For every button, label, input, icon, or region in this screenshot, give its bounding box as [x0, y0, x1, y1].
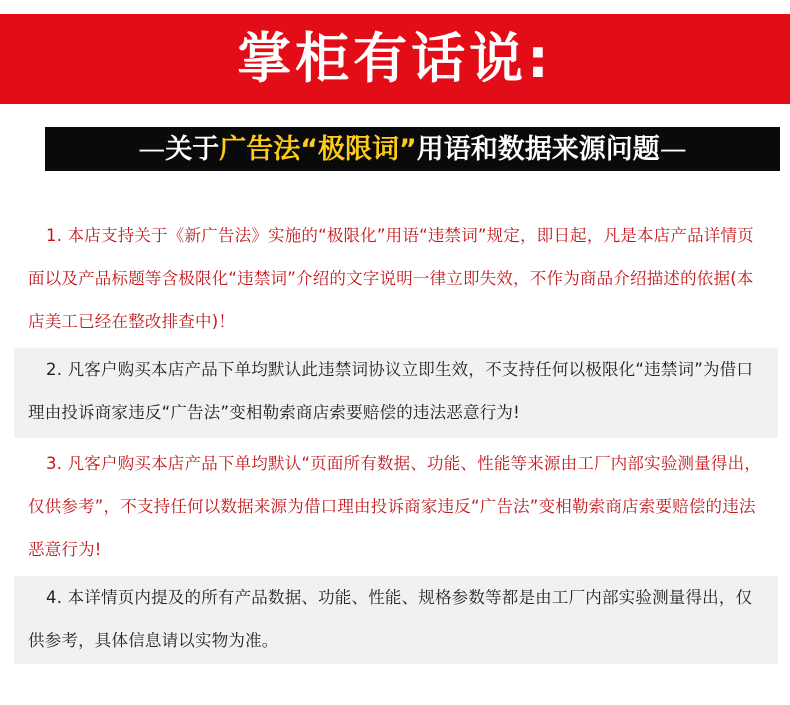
subtitle-part-topic: 用语和数据来源问题 [416, 133, 660, 165]
subtitle-dash-right: — [659, 133, 687, 165]
notice-text-4: 4. 本详情页内提及的所有产品数据、功能、性能、规格参数等都是由工厂内部实验测量得出，仅供参考，具体信息请以实物为准。 [28, 588, 753, 650]
subtitle-part-about: 关于 [165, 133, 220, 165]
subtitle-dash-left: — [138, 133, 166, 165]
notice-item-2 [14, 348, 778, 438]
notice-item-3 [14, 440, 778, 572]
notice-text-3: 3. 凡客户购买本店产品下单均默认“页面所有数据、功能、性能等来源由工厂内部实验测量得出，仅供参考”，不支持任何以数据来源为借口理由投诉商家违反“广告法”变相勒索商店索要赔偿的违法恶意行为! [28, 454, 762, 559]
notice-text-1: 1. 本店支持关于《新广告法》实施的“极限化”用语“违禁词”规定，即日起，凡是本店产品详情页面以及产品标题等含极限化“违禁词”介绍的文字说明一律立即失效，不作为商品介绍描述的依据(本店美工已经在整改排查中)！ [28, 226, 754, 331]
header-banner [0, 14, 790, 104]
subtitle-bar [45, 127, 780, 171]
notice-item-4 [14, 576, 778, 664]
notice-item-1 [14, 212, 778, 344]
subtitle-part-ad-law: 广告法 [219, 133, 301, 165]
banner-title: 掌柜有话说: [237, 27, 553, 90]
notice-text-2: 2. 凡客户购买本店产品下单均默认此违禁词协议立即生效，不支持任何以极限化“违禁词”为借口理由投诉商家违反“广告法”变相勒索商店索要赔偿的违法恶意行为! [28, 360, 754, 422]
subtitle-part-extreme-words: “极限词” [300, 133, 417, 165]
